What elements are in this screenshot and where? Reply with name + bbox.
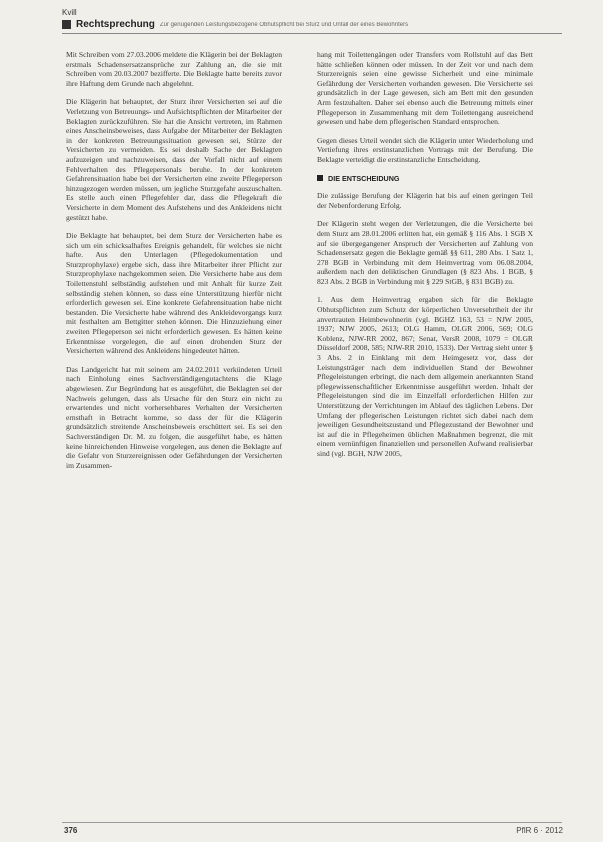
section-heading-text: DIE ENTSCHEIDUNG (328, 173, 400, 183)
section-heading (317, 174, 533, 184)
header-square-icon (62, 20, 71, 29)
left-column (66, 50, 282, 820)
paragraph: Der Klägerin steht wegen der Verletzungen, die die Versicherte bei dem Sturz am 28.01.2006 erlitten hat, ein gemäß § 116 Abs. 1 SGB X auf sie übergegangener Anspruch der Versicherten auf Zahlung von Schadensersatz gegen die Beklagte gemäß §§ 611, 280 Abs. 1 Satz 1, 278 BGB in Verbindung mit dem Heimvertrag vom 06.08.2004, außerdem nach den deliktischen Grundlagen (§ 823 Abs. 1 BGB, § 823 Abs. 2 BGB in Verbindung mit § 229 StGB, § 831 BGB) zu. (317, 219, 533, 286)
paragraph: 1. Aus dem Heimvertrag ergaben sich für die Beklagte Obhutspflichten zum Schutz der körperlichen Unversehrtheit der ihr anvertrauten Heimbewohnerin (vgl. BGHZ 163, 53 = NJW 2005, 1937; NJW 2005, 2613; OLG Hamm, OLGR 2006, 569; OLG Koblenz, NJW-RR 2002, 867; Senat, VersR 2008, 1079 = OLGR Düsseldorf 2008, 585; NJW-RR 2010, 1533). Der Vertrag sieht unter § 3 Abs. 2 in Einklang mit dem Heimgesetz vor, dass der Leistungsträger nach dem individuellen Stand der Bewohner Pflegeleistungen erbringt, die nach dem allgemein anerkannten Stand pflegewissenschaftlicher Erkenntnisse ausgeführt werden. Inhalt der Pflegeleistungen sind die im Einzelfall erforderlichen Hilfen zur Unterstützung der Verrichtungen im Ablauf des täglichen Lebens. Der Umfang der pflegerischen Leistungen richtet sich dabei nach dem jeweiligen Gesundheitszustand und Pflegezustand der Bewohner und ist auf die in Pflegeheimen üblichen Maßnahmen begrenzt, die mit einem vernünftigen finanziellen und personellen Aufwand realisierbar sind (vgl. BGH, NJW 2005, (317, 295, 533, 458)
header-title: Rechtsprechung (76, 19, 155, 30)
paragraph: Das Landgericht hat mit seinem am 24.02.2011 verkündeten Urteil nach Einholung eines Sachverständigengutachtens die Klage abgewiesen. Zur Begründung hat es ausgeführt, die Beklagten sei der Nachweis gelungen, dass als Ursache für den Sturz ein nicht zu erwartendes und nicht vorhersehbares Verhalten der Versicherten ernsthaft in Betracht komme, so dass der für die Klägerin grundsätzlich streitende Anscheinsbeweis erschüttert sei. Es sei den Sachverständigen Dr. M. zu folgen, die ausgeführt habe, es hätten keine hinreichenden Hinweise vorgelegen, aus denen die Beklagte auf die Gefahr von Sturzereignissen oder Gefährdungen der Versicherten im Zusammen- (66, 364, 282, 470)
page-number: 376 (64, 826, 78, 835)
right-column (317, 50, 533, 820)
header-subtitle: Zur genügenden Leistungsbezogene Obhutspflicht bei Sturz und Unfall der eines Bewohnters (159, 21, 409, 28)
running-header (62, 18, 562, 31)
header-divider (62, 33, 562, 34)
journal-citation: PflR 6 · 2012 (516, 826, 563, 835)
footer-divider (62, 822, 562, 823)
section-square-icon (317, 175, 323, 181)
paragraph: Mit Schreiben vom 27.03.2006 meldete die Klägerin bei der Beklagten erstmals Schadensersatzansprüche zur Zahlung an, die sie mit Schreiben vom 20.03.2007 bezifferte. Die Beklagte hatte bereits zuvor ihre Haftung dem Grunde nach abgelehnt. (66, 50, 282, 88)
section-label: Kvill (62, 8, 77, 17)
paragraph: hang mit Toilettengängen oder Transfers vom Rollstuhl auf das Bett hätte schließen können oder müssen. In der Zeit vor und nach dem Sturzereignis seien eine gewisse Sicherheit und eine minimale Gefährdung der Versicherten vorhanden gewesen. Die Versicherte sei grundsätzlich in der Lage gewesen, sich am Bett mit den gesunden Arm festzuhalten. Daher sei ebenso auch die Betreuung mittels einer Pflegeperson in Zusammenhang mit dem Toilettengang ausreichend gewesen und habe dem pflegerischen Standard entsprochen. (317, 50, 533, 127)
paragraph: Die Beklagte hat behauptet, bei dem Sturz der Versicherten habe es sich um ein schicksalhaftes Ereignis gehandelt, für welches sie nicht hafte. Aus den Unterlagen (Pflegedokumentation und Sturzprophylaxe) ergebe sich, dass ihre Mitarbeiter ihrer Pflicht zur Sturzprophylaxe nachgekommen seien. Die Versicherte habe aus dem Toilettenstuhl selbständig aufstehen und mit Anhalt für kurze Zeit selbständig stehen können, so dass eine Unterstützung hierfür nicht erforderlich gewesen sei. Eine konkrete Gefahrensituation habe nicht bestanden. Die Versicherte habe während des Ankleidevorgangs kurz mit festhalten am Bettgitter stehen können. Die Hinzuziehung einer zweiten Pflegeperson sei nicht erforderlich gewesen. Es hätten keine Erkenntnisse vorgelegen, die auf einen drohenden Sturz der Versicherten während des Ankleidens hingedeutet hätten. (66, 231, 282, 356)
paragraph: Die zulässige Berufung der Klägerin hat bis auf einen geringen Teil der Nebenforderung Erfolg. (317, 191, 533, 210)
paragraph: Gegen dieses Urteil wendet sich die Klägerin unter Wiederholung und Vertiefung ihres erstinstanzlichen Vortrags mit der Berufung. Die Beklagte verteidigt die erstinstanzliche Entscheidung. (317, 135, 533, 164)
paragraph: Die Klägerin hat behauptet, der Sturz ihrer Versicherten sei auf die Verletzung von Betreuungs- und Aufsichtspflichten der Mitarbeiter der Beklagten zurückzuführen. Sie hat die Ansicht vertreten, im Rahmen eines Anscheinsbeweises, dass Aufgabe der Mitarbeiter der Beklagten in der konkreten Betreuungssituation gewesen sei, Stürze der Versicherten zu vermeiden. Es sei deshalb Sache der Beklagten aufzuzeigen und nachzuweisen, dass der Vorfall nicht auf einem Fehlverhalten des Pflegepersonals beruhe. In der konkreten Gefahrensituation habe bei der Versicherten eine zweite Pflegeperson hinzugezogen werden müssen, um jegliche Sturzgefahr auszuschalten. Es stelle auch einen Pflegefehler dar, dass die Pflegekraft die Versicherte in dem Moment des Aufstehens und des Ankleidens nicht gestützt habe. (66, 97, 282, 222)
